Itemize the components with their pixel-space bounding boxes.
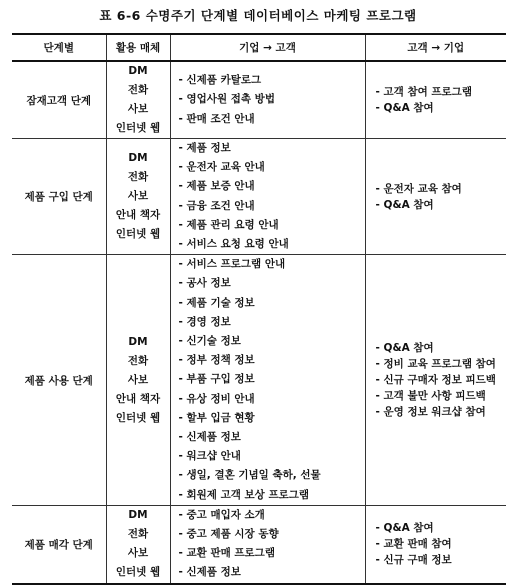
- list-item: - 제품 정보: [179, 139, 365, 158]
- header-row: [12, 34, 506, 61]
- media-item: 인터넷 웹: [115, 228, 161, 241]
- media-item: DM: [128, 509, 148, 522]
- list-item: - 중고 매입자 소개: [179, 506, 365, 525]
- media-item: 사보: [127, 373, 149, 386]
- list-item: - 판매 조건 안내: [179, 110, 365, 129]
- table-title: 표 6-6 수명주기 단계별 데이터베이스 마케팅 프로그램: [99, 8, 417, 23]
- header-stage: 단계별: [12, 34, 106, 61]
- stage-cell: 제품 구입 단계: [24, 191, 93, 204]
- media-item: 사보: [127, 547, 149, 560]
- media-item: 인터넷 웹: [115, 566, 161, 579]
- list-item: - 서비스 요청 요령 안내: [179, 235, 365, 254]
- list-item: - 정비 교육 프로그램 참여: [376, 356, 507, 372]
- table-row: [12, 61, 506, 139]
- stage-cell: 제품 매각 단계: [24, 538, 93, 551]
- media-item: 사보: [127, 190, 149, 203]
- table-row: [12, 255, 506, 506]
- list-item: - 운전자 교육 안내: [179, 158, 365, 177]
- list-item: - 중고 제품 시장 동향: [179, 525, 365, 544]
- table-row: [12, 139, 506, 255]
- stage-cell: 제품 사용 단계: [24, 374, 93, 387]
- list-item: - 신제품 정보: [179, 563, 365, 582]
- media-cell: [106, 61, 170, 139]
- list-item: - 유상 정비 안내: [179, 390, 365, 409]
- list-item: - 부품 구입 정보: [179, 370, 365, 389]
- list-item: - Q&A 참여: [376, 520, 507, 536]
- list-item: - 제품 기술 정보: [179, 294, 365, 313]
- customer-to-company-cell: [365, 255, 506, 506]
- list-item: - 고객 참여 프로그램: [376, 84, 507, 100]
- customer-to-company-cell: [365, 61, 506, 139]
- media-cell: [106, 139, 170, 255]
- media-item: 안내 책자: [115, 209, 161, 222]
- list-item: - Q&A 참여: [376, 197, 507, 213]
- list-item: - 신제품 카탈로그: [179, 71, 365, 90]
- list-item: - 할부 입금 현황: [179, 409, 365, 428]
- media-item: 인터넷 웹: [115, 122, 161, 134]
- list-item: - 신제품 정보: [179, 428, 365, 447]
- table-row: [12, 505, 506, 583]
- list-item: - 신규 구매자 정보 피드백: [376, 372, 507, 388]
- media-item: DM: [128, 65, 148, 77]
- list-item: - 경영 정보: [179, 313, 365, 332]
- company-to-customer-cell: [170, 139, 365, 255]
- media-item: 전화: [127, 528, 149, 541]
- media-item: 전화: [127, 171, 149, 184]
- list-item: - 고객 불만 사항 피드백: [376, 388, 507, 404]
- list-item: - 회원제 고객 보상 프로그램: [179, 486, 365, 505]
- list-item: - 운전자 교육 참여: [376, 181, 507, 197]
- list-item: - 제품 보증 안내: [179, 177, 365, 196]
- media-item: 전화: [127, 354, 149, 367]
- list-item: - 제품 관리 요령 안내: [179, 216, 365, 235]
- header-customer-to-company: 고객 → 기업: [365, 34, 506, 61]
- customer-to-company-cell: [365, 139, 506, 255]
- list-item: - 신규 구매 정보: [376, 552, 507, 568]
- stage-cell: 잠재고객 단계: [26, 94, 91, 107]
- media-item: DM: [128, 335, 148, 348]
- list-item: - 운영 정보 워크샵 참여: [376, 404, 507, 420]
- customer-to-company-cell: [365, 505, 506, 583]
- company-to-customer-cell: [170, 61, 365, 139]
- media-item: DM: [128, 152, 148, 165]
- list-item: - 교환 판매 참여: [376, 536, 507, 552]
- media-item: 인터넷 웹: [115, 411, 161, 424]
- list-item: - Q&A 참여: [376, 340, 507, 356]
- list-item: - 교환 판매 프로그램: [179, 544, 365, 563]
- media-item: 사보: [127, 103, 149, 115]
- list-item: - 생일, 결혼 기념일 축하, 선물: [179, 466, 365, 485]
- media-cell: [106, 255, 170, 506]
- header-media: 활용 매체: [106, 34, 170, 61]
- list-item: - 영업사원 접촉 방법: [179, 90, 365, 109]
- list-item: - 금융 조건 안내: [179, 197, 365, 216]
- media-item: 안내 책자: [115, 392, 161, 405]
- list-item: - Q&A 참여: [376, 100, 507, 116]
- list-item: - 신기술 정보: [179, 332, 365, 351]
- media-cell: [106, 505, 170, 583]
- lifecycle-marketing-table: [12, 33, 506, 585]
- list-item: - 공사 정보: [179, 274, 365, 293]
- company-to-customer-cell: [170, 255, 365, 506]
- list-item: - 서비스 프로그램 안내: [179, 255, 365, 274]
- company-to-customer-cell: [170, 505, 365, 583]
- list-item: - 정부 정책 정보: [179, 351, 365, 370]
- header-company-to-customer: 기업 → 고객: [170, 34, 365, 61]
- media-item: 전화: [127, 84, 149, 96]
- list-item: - 워크샵 안내: [179, 447, 365, 466]
